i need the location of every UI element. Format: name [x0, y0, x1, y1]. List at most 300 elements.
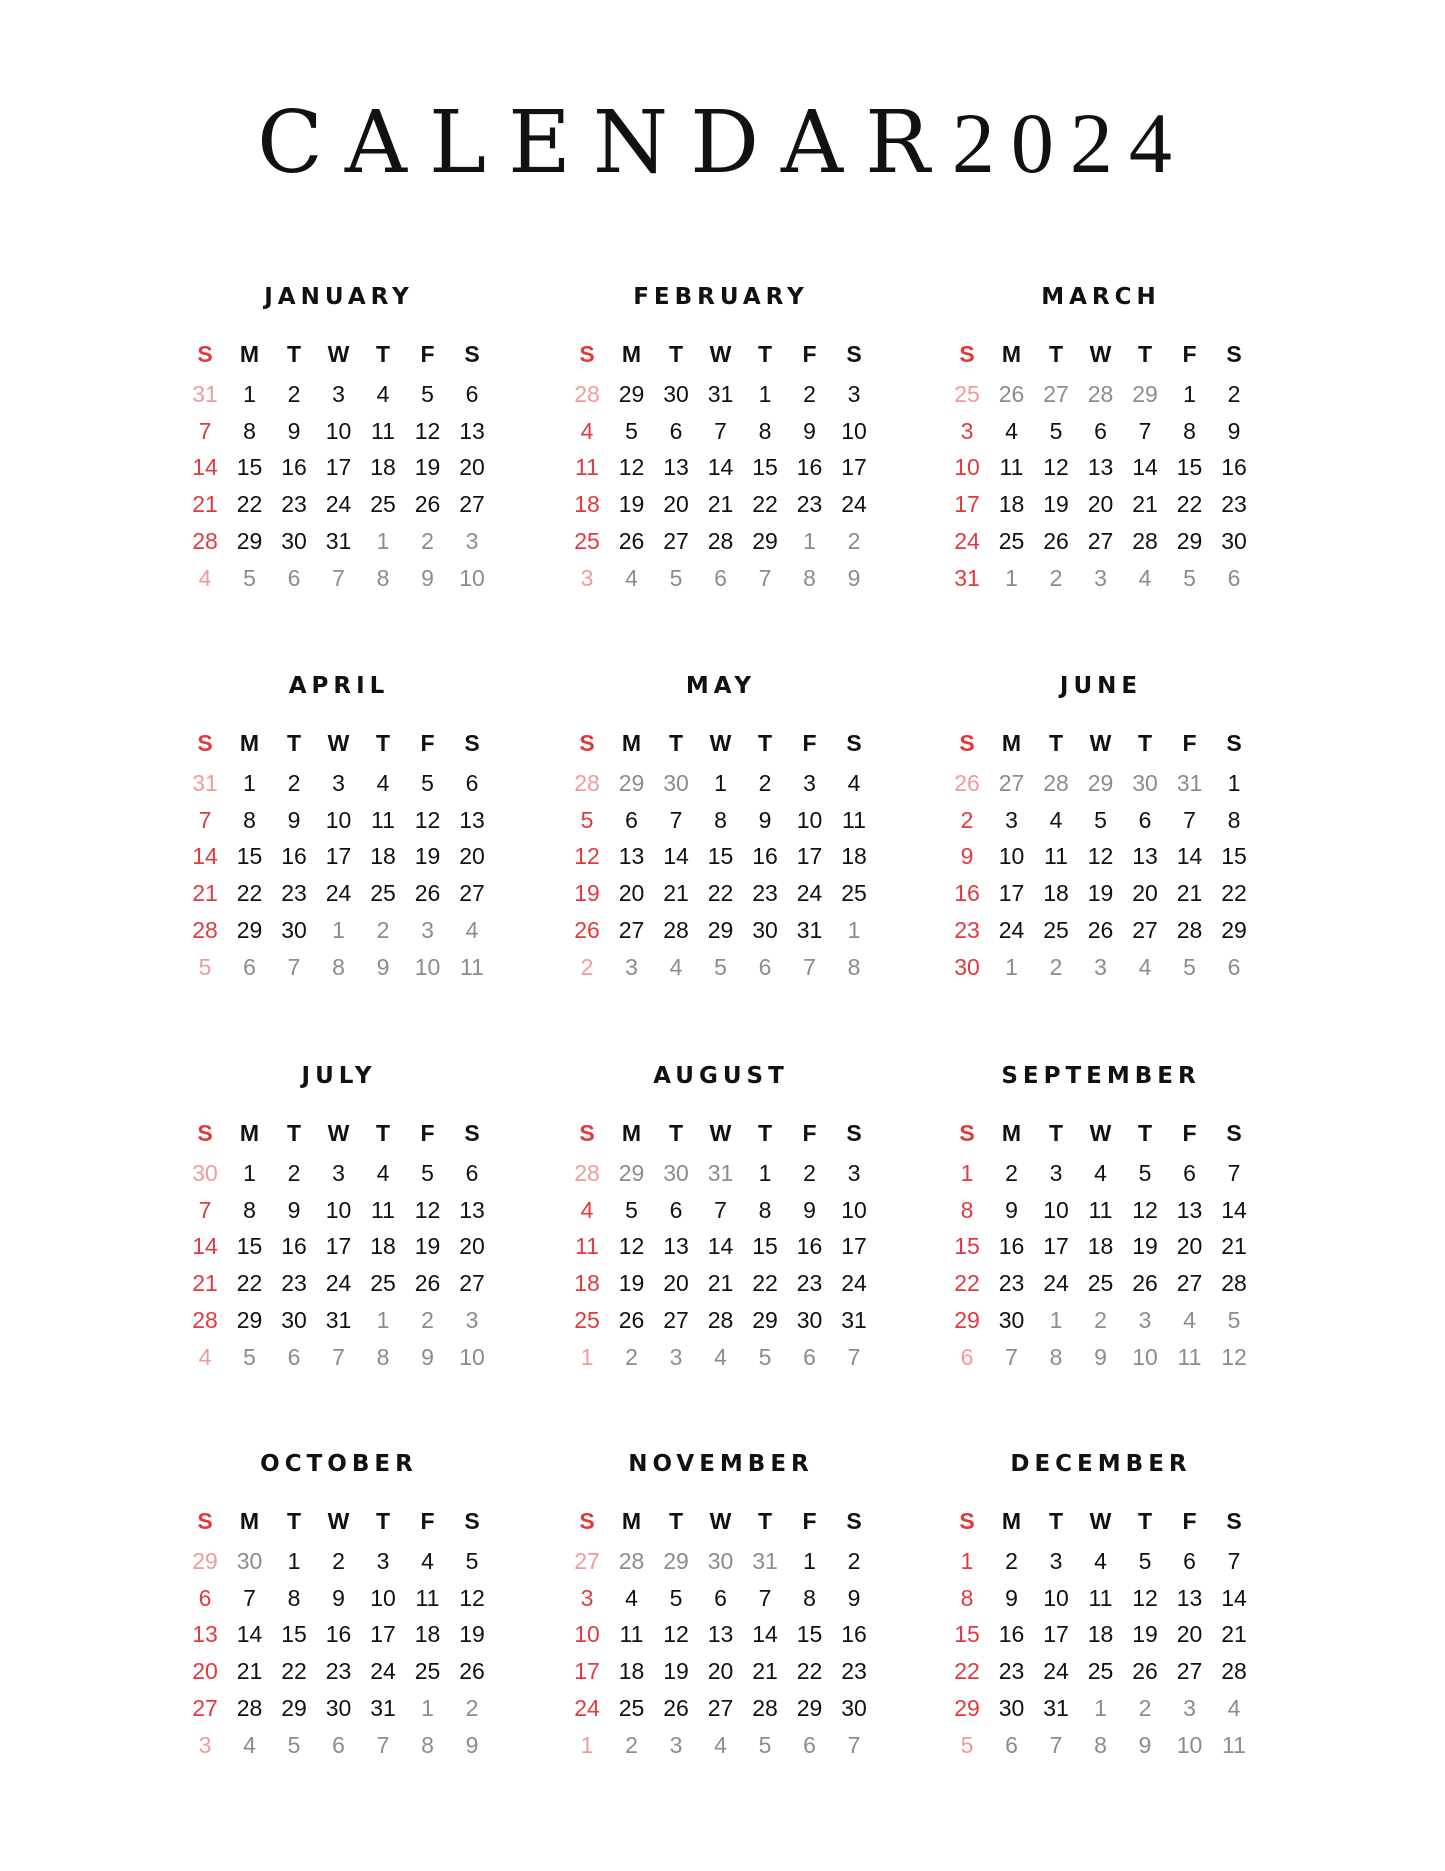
- day-cell-adjacent: 29: [663, 1548, 689, 1574]
- day-cell: 28: [192, 527, 218, 554]
- weekday-header: T: [1048, 1120, 1064, 1146]
- day-cell: 23: [998, 1658, 1025, 1685]
- day-cell: 3: [1005, 806, 1018, 833]
- day-cell: 8: [803, 1584, 816, 1611]
- day-cell: 4: [1094, 1160, 1107, 1186]
- day-cell: 13: [192, 1621, 218, 1648]
- day-cell: 5: [1049, 417, 1063, 444]
- day-cell: 24: [841, 491, 867, 518]
- day-cell: 9: [803, 417, 816, 444]
- day-cell: 31: [796, 916, 823, 943]
- day-cell: 6: [1138, 806, 1152, 833]
- day-cell-adjacent: 3: [1183, 1694, 1196, 1721]
- day-cell: 3: [376, 1548, 390, 1574]
- day-cell-adjacent: 4: [1227, 1694, 1241, 1721]
- day-cell: 27: [618, 916, 645, 943]
- day-cell-adjacent: 3: [669, 1343, 683, 1370]
- day-cell: 29: [954, 1306, 980, 1333]
- day-cell: 10: [325, 417, 352, 444]
- day-cell-adjacent: 1: [1005, 953, 1018, 980]
- day-cell: 22: [707, 880, 734, 907]
- day-cell: 12: [1132, 1584, 1158, 1611]
- weekday-header: M: [621, 1120, 642, 1146]
- day-cell-adjacent: 1: [1049, 1306, 1063, 1333]
- day-cell: 21: [1132, 491, 1158, 518]
- day-cell-adjacent: 7: [332, 1343, 345, 1370]
- day-cell-adjacent: 11: [460, 953, 484, 980]
- day-cell: 20: [459, 843, 485, 870]
- day-cell: 10: [841, 417, 867, 444]
- day-cell: 3: [332, 381, 345, 407]
- day-cell: 26: [618, 527, 645, 554]
- weekday-header: T: [1048, 341, 1064, 367]
- day-cell: 11: [371, 417, 395, 444]
- day-cell: 30: [954, 953, 980, 980]
- day-cell: 26: [663, 1694, 689, 1721]
- day-cell: 13: [459, 417, 485, 444]
- day-cell: 22: [1176, 491, 1203, 518]
- day-cell-adjacent: 30: [663, 1160, 689, 1186]
- day-cell: 4: [580, 1196, 594, 1223]
- day-cell: 26: [414, 491, 441, 518]
- day-cell: 12: [618, 1233, 645, 1260]
- day-cell: 17: [325, 1233, 352, 1260]
- day-cell: 18: [574, 491, 600, 518]
- day-cell: 13: [459, 1196, 485, 1223]
- day-cell: 24: [325, 1270, 352, 1297]
- day-cell: 29: [752, 527, 778, 554]
- day-cell-adjacent: 6: [714, 564, 727, 591]
- day-cell: 2: [803, 381, 816, 407]
- day-cell: 4: [625, 1584, 638, 1611]
- day-cell: 23: [1221, 491, 1247, 518]
- day-cell: 14: [192, 1233, 218, 1260]
- day-cell-adjacent: 10: [414, 953, 441, 980]
- weekday-header: S: [846, 730, 862, 756]
- day-cell: 19: [1087, 880, 1114, 907]
- day-cell: 26: [1043, 527, 1069, 554]
- day-cell: 10: [325, 806, 352, 833]
- day-cell-adjacent: 5: [243, 564, 256, 591]
- weekday-header: S: [464, 730, 480, 756]
- day-cell-adjacent: 3: [465, 527, 479, 554]
- day-cell: 18: [370, 1233, 396, 1260]
- day-cell-adjacent: 27: [1043, 381, 1069, 407]
- day-cell: 17: [841, 454, 867, 481]
- day-cell-adjacent: 30: [1132, 770, 1158, 796]
- day-cell: 19: [618, 491, 645, 518]
- day-cell: 12: [618, 454, 645, 481]
- day-cell-adjacent: 9: [847, 564, 861, 591]
- day-cell: 18: [370, 454, 396, 481]
- day-cell-adjacent: 1: [421, 1694, 434, 1721]
- day-cell: 21: [1176, 880, 1203, 907]
- day-cell: 9: [1005, 1196, 1018, 1223]
- day-cell-adjacent: 31: [1176, 770, 1203, 796]
- day-cell: 9: [1005, 1584, 1018, 1611]
- day-cell: 11: [371, 806, 395, 833]
- weekday-header: S: [197, 730, 213, 756]
- day-cell: 5: [421, 1160, 434, 1186]
- day-cell: 21: [1221, 1621, 1247, 1648]
- weekday-header: S: [464, 1508, 480, 1534]
- day-cell: 21: [707, 1270, 734, 1297]
- weekday-header: F: [1182, 1120, 1197, 1146]
- weekday-header: W: [1089, 730, 1112, 756]
- day-cell: 30: [841, 1694, 867, 1721]
- day-cell: 26: [414, 880, 441, 907]
- day-cell: 25: [1087, 1270, 1114, 1297]
- day-cell: 18: [618, 1658, 645, 1685]
- day-cell: 22: [281, 1658, 307, 1685]
- weekday-header: W: [327, 1508, 350, 1534]
- weekday-header: F: [802, 730, 817, 756]
- weekday-header: T: [1137, 730, 1153, 756]
- day-cell: 1: [1183, 381, 1196, 407]
- day-cell: 21: [707, 491, 734, 518]
- day-cell: 30: [281, 527, 307, 554]
- day-cell-adjacent: 5: [1183, 953, 1196, 980]
- day-cell: 12: [1087, 843, 1114, 870]
- day-cell: 7: [198, 417, 212, 444]
- day-cell: 28: [1176, 916, 1203, 943]
- day-cell: 1: [758, 381, 772, 407]
- weekday-header: F: [420, 730, 435, 756]
- day-cell: 26: [1132, 1658, 1158, 1685]
- weekday-header: S: [1226, 341, 1242, 367]
- day-cell-adjacent: 5: [1227, 1306, 1241, 1333]
- day-cell: 27: [1132, 916, 1158, 943]
- day-cell: 7: [198, 1196, 212, 1223]
- day-cell: 10: [1043, 1584, 1069, 1611]
- day-cell: 28: [192, 916, 218, 943]
- day-cell-adjacent: 5: [287, 1731, 301, 1758]
- day-cell-adjacent: 28: [1043, 770, 1069, 796]
- day-cell: 30: [281, 1306, 307, 1333]
- day-cell-adjacent: 2: [1049, 953, 1063, 980]
- day-cell-adjacent: 7: [847, 1731, 861, 1758]
- day-cell: 10: [325, 1196, 352, 1223]
- day-cell-adjacent: 3: [580, 564, 594, 591]
- month-name-november: NOVEMBER: [628, 1451, 814, 1477]
- day-cell: 29: [796, 1694, 823, 1721]
- day-cell: 25: [370, 491, 396, 518]
- day-cell: 26: [618, 1306, 645, 1333]
- day-cell-adjacent: 2: [580, 953, 594, 980]
- day-cell-adjacent: 28: [574, 381, 600, 407]
- day-cell: 29: [954, 1694, 980, 1721]
- weekday-header: F: [1182, 1508, 1197, 1534]
- day-cell-adjacent: 10: [459, 1343, 485, 1370]
- day-cell-adjacent: 25: [954, 381, 980, 407]
- day-cell-adjacent: 30: [663, 770, 689, 796]
- day-cell: 21: [1221, 1233, 1247, 1260]
- day-cell: 2: [803, 1160, 816, 1186]
- weekday-header: T: [668, 730, 684, 756]
- day-cell: 14: [1176, 843, 1203, 870]
- day-cell: 14: [1221, 1196, 1247, 1223]
- weekday-header: S: [579, 730, 595, 756]
- day-cell: 2: [1005, 1160, 1018, 1186]
- day-cell: 6: [625, 806, 638, 833]
- day-cell-adjacent: 30: [707, 1548, 734, 1574]
- day-cell: 29: [1176, 527, 1203, 554]
- day-cell: 21: [192, 1270, 218, 1297]
- day-cell: 25: [841, 880, 867, 907]
- day-cell: 14: [236, 1621, 263, 1648]
- day-cell: 20: [459, 1233, 485, 1260]
- day-cell: 11: [619, 1621, 644, 1648]
- day-cell: 11: [842, 806, 866, 833]
- day-cell: 23: [325, 1658, 352, 1685]
- day-cell-adjacent: 3: [198, 1731, 212, 1758]
- day-cell: 9: [287, 417, 301, 444]
- day-cell: 20: [663, 1270, 689, 1297]
- day-cell: 8: [1183, 417, 1196, 444]
- day-cell-adjacent: 8: [803, 564, 816, 591]
- month-name-september: SEPTEMBER: [1001, 1063, 1201, 1089]
- weekday-header: S: [579, 341, 595, 367]
- day-cell-adjacent: 5: [1183, 564, 1196, 591]
- day-cell: 16: [796, 1233, 823, 1260]
- weekday-header: T: [286, 341, 302, 367]
- day-cell: 24: [998, 916, 1025, 943]
- day-cell: 26: [1132, 1270, 1158, 1297]
- day-cell: 21: [752, 1658, 778, 1685]
- day-cell: 8: [714, 806, 727, 833]
- day-cell: 15: [752, 1233, 778, 1260]
- weekday-header: S: [197, 1508, 213, 1534]
- day-cell: 10: [841, 1196, 867, 1223]
- day-cell: 31: [370, 1694, 396, 1721]
- day-cell: 6: [669, 417, 683, 444]
- day-cell-adjacent: 31: [192, 770, 218, 796]
- weekday-header: M: [1001, 730, 1022, 756]
- weekday-header: W: [327, 1120, 350, 1146]
- weekday-header: T: [286, 730, 302, 756]
- page-title: [0, 93, 1445, 193]
- month-name-december: DECEMBER: [1010, 1451, 1192, 1477]
- weekday-header: S: [1226, 730, 1242, 756]
- day-cell: 10: [370, 1584, 396, 1611]
- day-cell-adjacent: 29: [192, 1548, 218, 1574]
- day-cell: 7: [714, 1196, 727, 1223]
- weekday-header: S: [846, 1120, 862, 1146]
- weekday-header: T: [1137, 341, 1153, 367]
- day-cell: 28: [707, 1306, 734, 1333]
- weekday-header: F: [420, 1508, 435, 1534]
- day-cell: 3: [1049, 1160, 1063, 1186]
- day-cell: 1: [287, 1548, 301, 1574]
- weekday-header: T: [375, 341, 391, 367]
- day-cell: 5: [1138, 1548, 1152, 1574]
- day-cell-adjacent: 5: [758, 1343, 772, 1370]
- day-cell: 25: [370, 880, 396, 907]
- weekday-header: W: [709, 341, 732, 367]
- day-cell-adjacent: 7: [287, 953, 301, 980]
- day-cell: 16: [1221, 454, 1247, 481]
- day-cell-adjacent: 1: [376, 527, 390, 554]
- month-name-may: MAY: [685, 673, 757, 699]
- day-cell: 15: [954, 1621, 980, 1648]
- day-cell-adjacent: 2: [1138, 1694, 1152, 1721]
- day-cell: 7: [243, 1584, 256, 1611]
- day-cell: 22: [752, 491, 778, 518]
- weekday-header: F: [1182, 341, 1197, 367]
- day-cell: 16: [325, 1621, 352, 1648]
- day-cell: 29: [236, 527, 263, 554]
- weekday-header: S: [959, 1120, 975, 1146]
- day-cell: 7: [1183, 806, 1196, 833]
- day-cell-adjacent: 4: [198, 1343, 212, 1370]
- day-cell: 27: [663, 1306, 689, 1333]
- day-cell-adjacent: 8: [847, 953, 861, 980]
- day-cell: 14: [707, 1233, 734, 1260]
- day-cell-adjacent: 30: [236, 1548, 263, 1574]
- day-cell-adjacent: 10: [459, 564, 485, 591]
- weekday-header: W: [327, 730, 350, 756]
- day-cell: 8: [243, 1196, 256, 1223]
- day-cell: 7: [198, 806, 212, 833]
- title-word: CALENDAR: [257, 93, 952, 193]
- weekday-header: W: [1089, 1120, 1112, 1146]
- day-cell: 2: [287, 1160, 301, 1186]
- weekday-header: T: [757, 341, 773, 367]
- day-cell: 6: [465, 770, 479, 796]
- day-cell-adjacent: 3: [421, 916, 434, 943]
- day-cell: 30: [998, 1306, 1025, 1333]
- day-cell: 25: [574, 527, 600, 554]
- day-cell: 21: [192, 491, 218, 518]
- day-cell: 9: [287, 1196, 301, 1223]
- day-cell: 29: [281, 1694, 307, 1721]
- day-cell: 19: [618, 1270, 645, 1297]
- day-cell: 15: [1176, 454, 1203, 481]
- weekday-header: T: [1137, 1120, 1153, 1146]
- day-cell-adjacent: 3: [669, 1731, 683, 1758]
- day-cell-adjacent: 6: [287, 1343, 301, 1370]
- day-cell: 6: [1183, 1548, 1196, 1574]
- day-cell-adjacent: 26: [954, 770, 980, 796]
- weekday-header: S: [464, 1120, 480, 1146]
- day-cell-adjacent: 3: [625, 953, 638, 980]
- day-cell: 1: [243, 381, 256, 407]
- day-cell: 23: [954, 916, 980, 943]
- day-cell-adjacent: 4: [243, 1731, 256, 1758]
- day-cell-adjacent: 9: [465, 1731, 479, 1758]
- day-cell: 16: [998, 1621, 1025, 1648]
- day-cell: 25: [998, 527, 1025, 554]
- day-cell: 16: [752, 843, 778, 870]
- weekday-header: F: [802, 341, 817, 367]
- day-cell: 29: [1221, 916, 1247, 943]
- day-cell-adjacent: 31: [707, 1160, 734, 1186]
- day-cell-adjacent: 28: [1087, 381, 1114, 407]
- day-cell-adjacent: 27: [998, 770, 1025, 796]
- day-cell: 15: [236, 454, 263, 481]
- day-cell: 23: [281, 1270, 307, 1297]
- day-cell: 28: [1132, 527, 1158, 554]
- day-cell-adjacent: 3: [1094, 564, 1107, 591]
- weekday-header: W: [709, 1508, 732, 1534]
- day-cell-adjacent: 5: [198, 953, 212, 980]
- weekday-header: M: [621, 1508, 642, 1534]
- day-cell-adjacent: 2: [465, 1694, 479, 1721]
- day-cell: 9: [758, 806, 772, 833]
- day-cell: 23: [841, 1658, 867, 1685]
- day-cell-adjacent: 10: [1132, 1343, 1158, 1370]
- weekday-header: S: [579, 1120, 595, 1146]
- day-cell: 25: [370, 1270, 396, 1297]
- day-cell-adjacent: 8: [376, 564, 390, 591]
- day-cell: 13: [1176, 1584, 1203, 1611]
- day-cell-adjacent: 8: [376, 1343, 390, 1370]
- day-cell: 25: [618, 1694, 645, 1721]
- day-cell-adjacent: 7: [1005, 1343, 1018, 1370]
- day-cell-adjacent: 6: [287, 564, 301, 591]
- day-cell: 16: [281, 843, 307, 870]
- day-cell: 14: [1221, 1584, 1247, 1611]
- day-cell: 22: [236, 491, 263, 518]
- day-cell: 14: [192, 843, 218, 870]
- day-cell: 18: [1087, 1233, 1114, 1260]
- day-cell-adjacent: 6: [332, 1731, 345, 1758]
- day-cell-adjacent: 12: [1221, 1343, 1247, 1370]
- day-cell-adjacent: 2: [421, 1306, 434, 1333]
- day-cell: 11: [575, 454, 599, 481]
- day-cell: 30: [325, 1694, 352, 1721]
- day-cell: 6: [669, 1196, 683, 1223]
- weekday-header: S: [197, 341, 213, 367]
- month-name-april: APRIL: [288, 673, 390, 699]
- day-cell: 1: [243, 770, 256, 796]
- day-cell-adjacent: 5: [758, 1731, 772, 1758]
- day-cell: 4: [1094, 1548, 1107, 1574]
- day-cell: 1: [1227, 770, 1241, 796]
- day-cell: 17: [325, 454, 352, 481]
- day-cell: 31: [841, 1306, 867, 1333]
- day-cell: 28: [663, 916, 689, 943]
- day-cell: 27: [707, 1694, 734, 1721]
- day-cell: 31: [325, 1306, 352, 1333]
- day-cell: 31: [1043, 1694, 1069, 1721]
- weekday-header: T: [1048, 730, 1064, 756]
- day-cell-adjacent: 1: [580, 1343, 594, 1370]
- day-cell-adjacent: 4: [714, 1343, 727, 1370]
- day-cell: 15: [1221, 843, 1247, 870]
- day-cell: 14: [663, 843, 689, 870]
- weekday-header: W: [1089, 1508, 1112, 1534]
- day-cell: 1: [714, 770, 727, 796]
- day-cell: 6: [714, 1584, 727, 1611]
- weekday-header: T: [757, 1120, 773, 1146]
- weekday-header: T: [1137, 1508, 1153, 1534]
- day-cell: 1: [960, 1548, 974, 1574]
- month-name-january: JANUARY: [264, 284, 414, 310]
- day-cell: 4: [376, 1160, 390, 1186]
- day-cell: 14: [707, 454, 734, 481]
- day-cell: 13: [1087, 454, 1114, 481]
- day-cell: 21: [663, 880, 689, 907]
- day-cell: 9: [847, 1584, 861, 1611]
- day-cell: 6: [198, 1584, 212, 1611]
- day-cell-adjacent: 28: [574, 1160, 600, 1186]
- day-cell-adjacent: 7: [758, 564, 772, 591]
- day-cell: 15: [707, 843, 734, 870]
- day-cell: 20: [618, 880, 645, 907]
- day-cell: 5: [1138, 1160, 1152, 1186]
- day-cell-adjacent: 4: [625, 564, 638, 591]
